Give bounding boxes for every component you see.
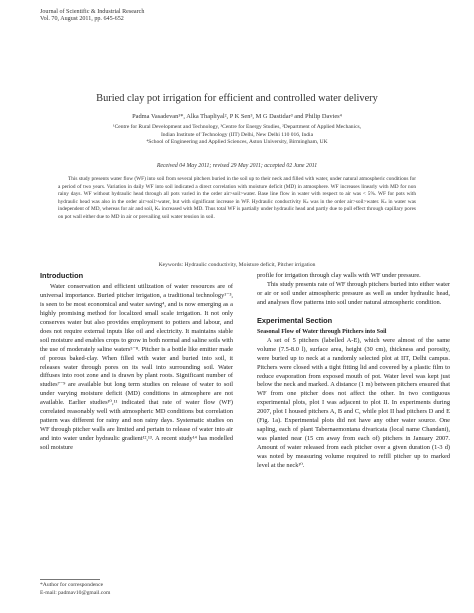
experimental-paragraph: A set of 5 pitchers (labelled A-E), which were almost of the same volume (7.5-8.0 l), surface area, height (30 cm), thickness and porosity, were buried up to neck at a randomly selected plot at IIT, Delhi campus. Pitchers were closed with a tight fitting lid and covered by a plastic film to reduce evaporation from exposed mouth of pot. Water level was kept just below the neck and marked. A distance (1 m) between pitchers ensured that WF from one pitcher does not affect the other. In two contiguous experimental plots, plot I was adjacent to plot II. In experiments during 2007, plot I housed pitchers A, B and C, while plot II had pitchers D and E (Fig. 1a). Experimental plots did not have any other water source. One sapling, each of plant Tabernaemontana divaricata (local name Chandani), was planted near (15 cm away from each of) pitchers in January 2007. Amount of water released from each pitcher over a given duration (1-3 d) was noted by measuring volume required to refill pitcher up to marked level at the neck¹⁰. [257,336,450,470]
introduction-paragraph: Water conservation and efficient utilization of water resources are of universal importance. Buried pitcher irrigation, a traditional technology¹⁻³, is seen to be most economical and water saving⁴, and is now emerging as a highly promising method for localized small scale irrigation. It not only conserves water but also provides employment to potters and labour, and does not require external inputs like oil and electricity. It maintains stable soil moisture and enables crops to grow in both normal and saline soils with the use of moderately saline waters⁵⁻⁸. Pitcher is a bottle like emitter made of porous baked-clay. When filled with water and buried into soil, it releases water through pores on its wall into surrounding soil. Water diffuses into root zone and is drawn by plant roots. Significant number of studies⁷⁻⁹ are available but long term studies on release of water to soil under varying moisture deficit (MD) conditions in atmosphere are not available. Earlier studies¹⁰,¹¹ indicated that rate of water flow (WF) correlated reasonably well with atmospheric MD conditions but correlation pattern was different for rainy and non rainy days. Systematic studies on WF through pitcher walls are limited and pertain to release of water into air and into water under hydraulic gradient¹²,¹³. A recent study¹⁴ has modelled soil moisture [40,282,233,452]
author-list: Padma Vasadevan¹*, Alka Thapliyal², P K Sen³, M G Dastidar³ and Philip Davies⁴ [132,113,342,120]
abstract-text: This study presents water flow (WF) into soil from several pitchers buried in the soil up to their neck and filled with water, under natural atmospheric conditions for a period of two years. Variation in daily WF into soil indicated a direct correlation with moisture deficit (MD) in atmosphere. WF increases linearly with MD for non rainy days. WF without hydraulic head through all pots varied in the order air>soil>water. Base line flow in water with respect to air was < 5%. WF for pots with hydraulic head was also in the order air>soil>water, but with significant increase in WF. Hydraulic conductivity Kₛ was in the order air>soil>water. Kₛ in water was independent of MD, whereas for air and soil, Kₛ increased with MD. Thus total WF is partially under hydraulic head and partly due to pull effect through capillary pores on pot wall either due to MD in air or prevailing soil water tension in soil. [58,176,416,220]
journal-name: Journal of Scientific & Industrial Research [40,9,145,15]
journal-header [40,9,144,24]
footnote [40,582,110,598]
correspondence-note: *Author for correspondence [40,582,104,588]
footnote-rule [40,579,100,580]
right-column [257,272,450,471]
subsection-heading: Seasonal Flow of Water through Pitchers into Soil [257,328,387,335]
author-email: E-mail: padmav10@gmail.com [40,589,111,596]
paper-title: Buried clay pot irrigation for efficient and controlled water delivery [96,93,378,104]
keywords: Keywords: Hydraulic conductivity, Moisture deficit, Pitcher irrigation [158,262,316,268]
affiliation-line: ⁴School of Engineering and Applied Sciences, Aston University, Birmingham, UK [146,139,328,146]
affiliations [40,124,434,147]
affiliation-line: ¹Centre for Rural Development and Technology, ³Centre for Energy Studies, ²Department of Applied Mechanics, [112,124,362,130]
received-dates: Received 04 May 2011; revised 29 May 2011; accepted 02 June 2011 [156,163,318,169]
abstract [58,176,416,221]
affiliation-line: Indian Institute of Technology (IIT) Delhi, New Delhi 110 016, India [160,131,314,138]
left-column [40,272,233,453]
section-heading-experimental: Experimental Section [257,315,333,325]
section-heading-introduction: Introduction [40,271,84,280]
intro-continued-paragraph: profile for irrigation through clay walls with WF under pressure. [257,272,421,279]
journal-volume: Vol. 70, August 2011, pp. 645-652 [40,16,124,23]
study-aim-paragraph: This study presents rate of WF through pitchers buried into either water or air or soil under atmospheric pressure as well as under hydraulic head, and analyses flow patterns into soil under natural atmospheric condition. [257,280,450,306]
